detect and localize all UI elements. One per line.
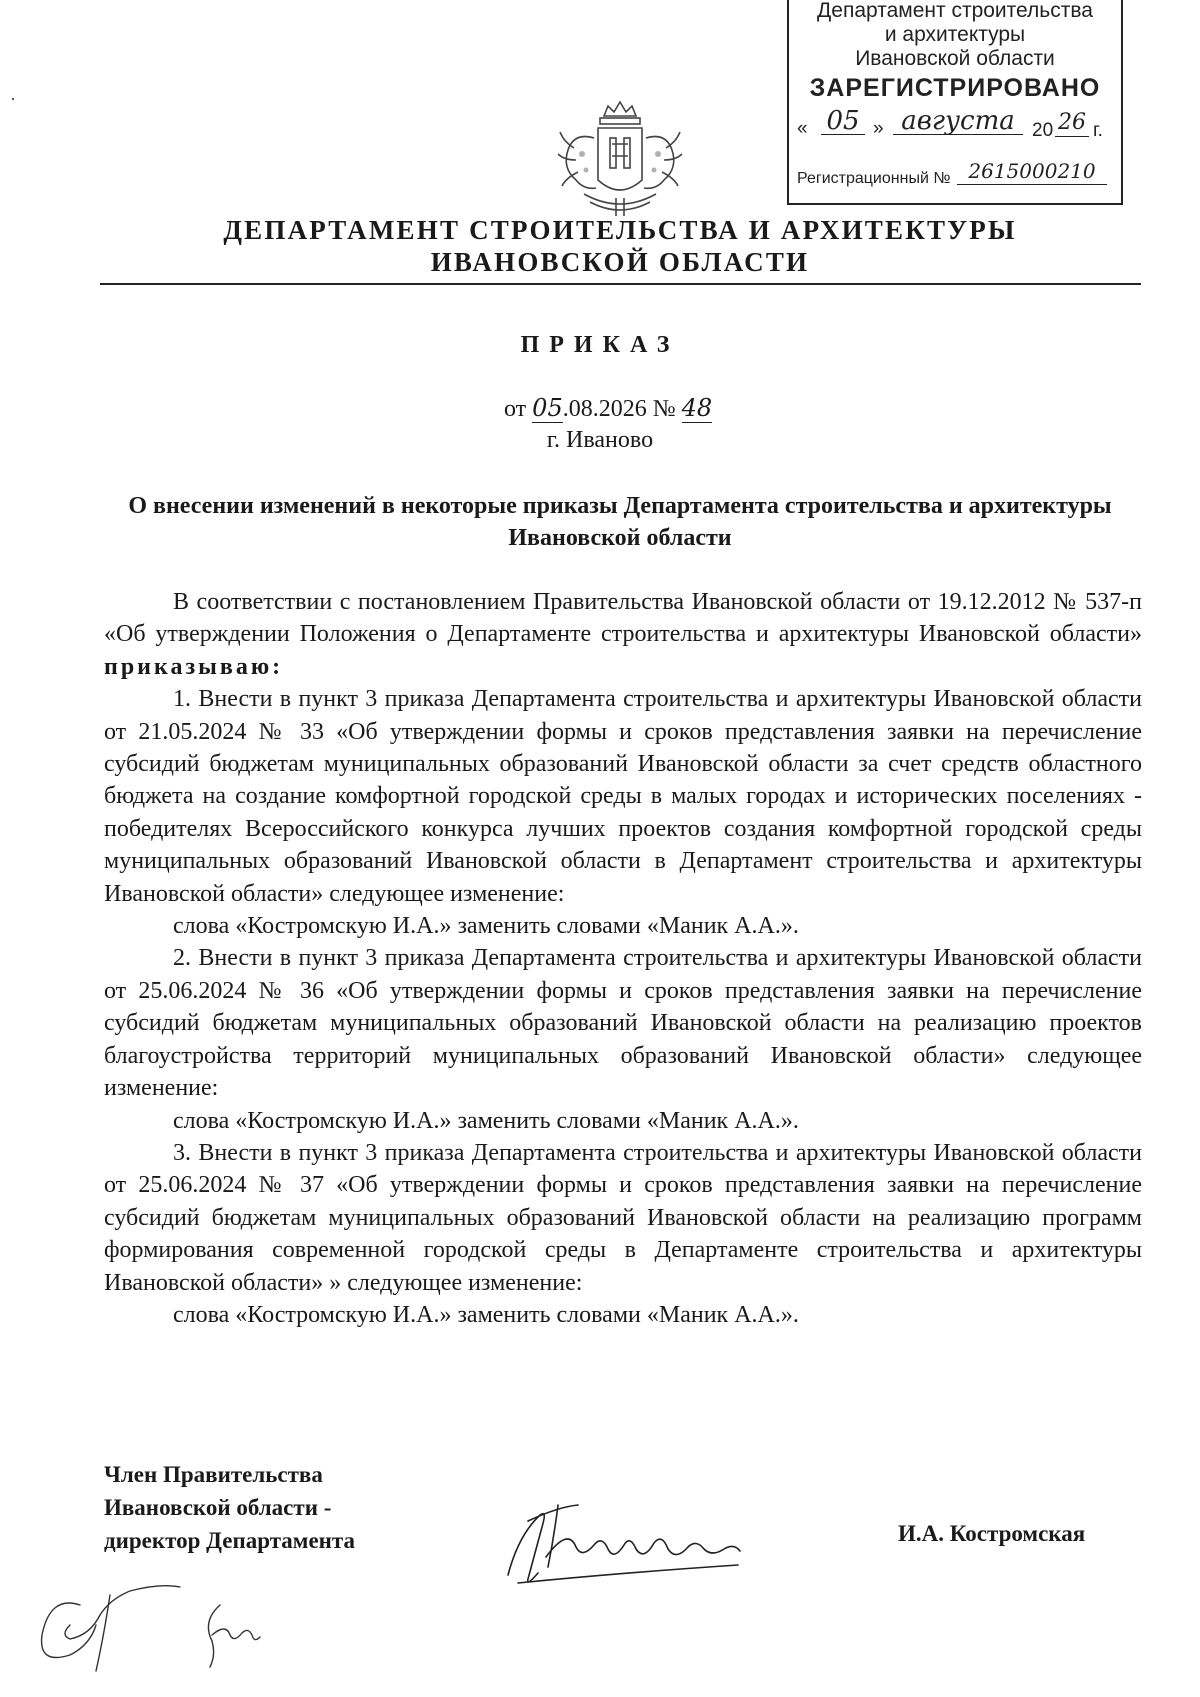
stamp-reg-number: 2615000210 xyxy=(957,158,1107,185)
position-line-3: директор Департамента xyxy=(104,1528,356,1553)
stamp-line-2: и архитектуры xyxy=(884,23,1026,46)
stamp-day: 05 xyxy=(821,108,865,135)
intro-text: В соответствии с постановлением Правительства Ивановской области от 19.12.2012 № 537-п «Об утверждении Положения о Департаменте строительства и архитектуры Ивановской области» xyxy=(104,589,1142,648)
stamp-year-suffix: 26 xyxy=(1055,110,1089,137)
department-name-line-1: ДЕПАРТАМЕНТ СТРОИТЕЛЬСТВА И АРХИТЕКТУРЫ xyxy=(223,215,1017,245)
stamp-reg-label: Регистрационный № xyxy=(797,170,951,187)
intro-emphasis: приказываю: xyxy=(104,653,284,680)
position-line-1: Член Правительства xyxy=(104,1462,323,1487)
stamp-registered: ЗАРЕГИСТРИРОВАНО xyxy=(809,74,1101,102)
stamp-open-quote: « xyxy=(797,118,808,139)
document-type-title: ПРИКАЗ xyxy=(520,332,680,358)
item-2-change: слова «Костромскую И.А.» заменить словами «Маник А.А.». xyxy=(173,1107,799,1134)
item-3: 3. Внести в пункт 3 приказа Департамента строительства и архитектуры Ивановской области от 25.06.2024 № 37 «Об утверждении формы и сроков представления заявки на перечисление субсидий бюджетам муниципальных образований Ивановской области на реализацию программ формирования современной городской среды в Департаменте строительства и архитектуры Ивановской области» » следующее изменение: xyxy=(104,1139,1142,1296)
order-body xyxy=(104,586,1142,1331)
stamp-line-3: Ивановской области xyxy=(855,47,1055,70)
order-subject: О внесении изменений в некоторые приказы Департамента строительства и архитектуры Ивановской области xyxy=(128,493,1112,551)
stamp-month: августа xyxy=(893,108,1023,135)
registration-stamp xyxy=(787,0,1123,205)
header-divider xyxy=(100,283,1141,285)
intro-paragraph xyxy=(104,586,1142,683)
item-1: 1. Внести в пункт 3 приказа Департамента строительства и архитектуры Ивановской области от 21.05.2024 № 33 «Об утверждении формы и сроков представления заявки на перечисление субсидий бюджетам муниципальных образований Ивановской области за счет средств областного бюджета на создание комфортной городской среды в малых городах и исторических поселениях - победителях Всероссийского конкурса лучших проектов создания комфортной городской среды муниципальных образований Ивановской области в Департамент строительства и архитектуры Ивановской области» следующее изменение: xyxy=(104,686,1142,907)
stamp-line-1: Департамент строительства xyxy=(817,0,1093,22)
item-3-change: слова «Костромскую И.А.» заменить словами «Маник А.А.». xyxy=(173,1301,799,1328)
signatory-name: И.А. Костромская xyxy=(898,1521,1086,1546)
stamp-year-prefix: 20 xyxy=(1032,120,1054,141)
stamp-year-end: г. xyxy=(1093,120,1103,141)
item-2: 2. Внести в пункт 3 приказа Департамента строительства и архитектуры Ивановской области от 25.06.2024 № 36 «Об утверждении формы и сроков представления заявки на перечисление субсидий бюджетам муниципальных образований Ивановской области на реализацию проектов благоустройства территорий муниципальных образований Ивановской области» следующее изменение: xyxy=(104,945,1142,1102)
stamp-close-quote: » xyxy=(873,118,884,139)
scan-speck xyxy=(12,98,14,100)
department-name-line-2: ИВАНОВСКОЙ ОБЛАСТИ xyxy=(430,247,810,277)
coat-of-arms-emblem xyxy=(554,98,686,222)
item-1-change: слова «Костромскую И.А.» заменить словами «Маник А.А.». xyxy=(173,913,799,940)
approval-initials xyxy=(30,1575,270,1685)
order-date-rest: .08.2026 № xyxy=(562,396,676,422)
handwritten-signature xyxy=(498,1487,798,1597)
signatory-position xyxy=(104,1458,355,1557)
order-day: 05 xyxy=(532,394,563,422)
order-city: г. Иваново xyxy=(546,427,654,453)
order-date-line xyxy=(504,394,712,423)
order-number: 48 xyxy=(681,394,713,422)
order-date-prefix: от xyxy=(504,396,527,422)
position-line-2: Ивановской области - xyxy=(104,1495,332,1520)
